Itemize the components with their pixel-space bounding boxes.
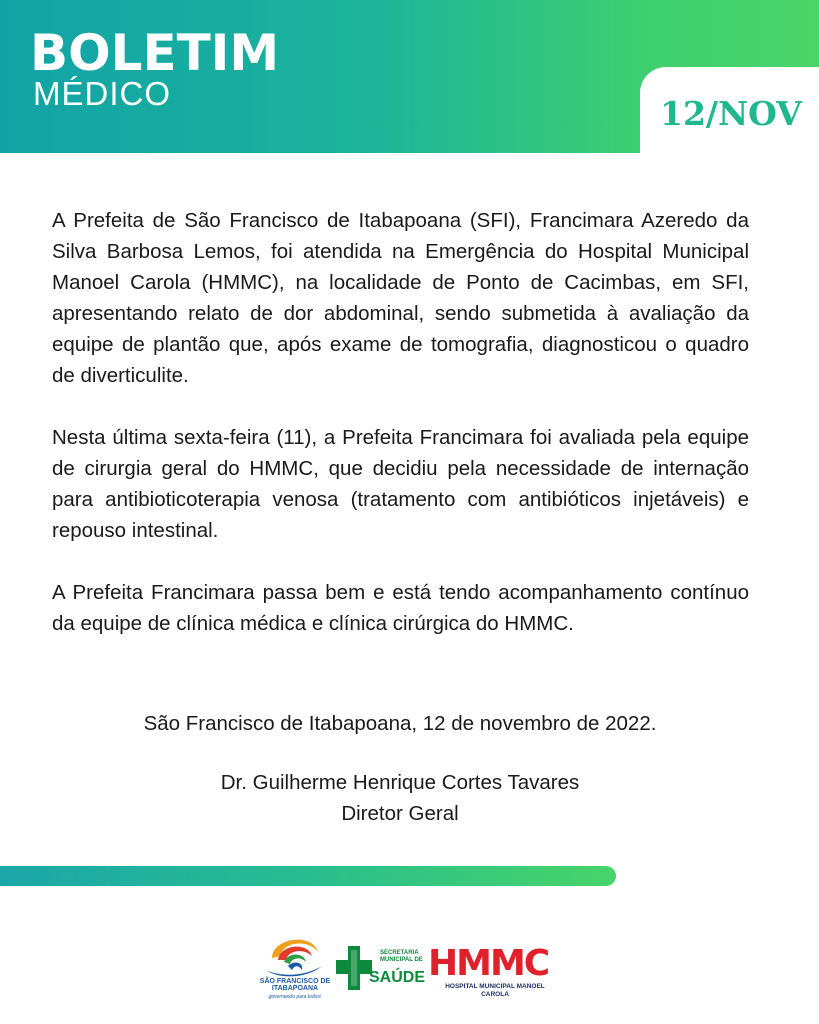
paragraph-1: A Prefeita de São Francisco de Itabapoana (SFI), Francimara Azeredo da Silva Barbosa Lemos, foi atendida na Emergência do Hospital Municipal Manoel Carola (HMMC), na localidade de Ponto de Cacimbas, em SFI, apresentando relato de dor abdominal, sendo submetida à avaliação da equipe de plantão que, após exame de tomografia, diagnosticou o quadro de diverticulite. [52,209,749,387]
footer-divider-bar [0,866,616,886]
signer-role: Diretor Geral [341,802,459,825]
hmmc-logo-subtext: HOSPITAL MUNICIPAL MANOEL CAROLA [445,983,545,998]
bulletin-date: 12/NOV [660,94,802,133]
paragraph-3: A Prefeita Francimara passa bem e está tendo acompanhamento contínuo da equipe de clínica médica e clínica cirúrgica do HMMC. [52,581,749,635]
bulletin-body [52,205,749,670]
signature-block [0,767,800,829]
footer-logos [0,930,819,1010]
secretaria-saude-title: SAÚDE [369,969,426,986]
place-date: São Francisco de Itabapoana, 12 de novembro de 2022. [143,712,657,735]
bulletin-title: BOLETIM [30,24,280,82]
paragraph-2: Nesta última sexta-feira (11), a Prefeita Francimara foi avaliada pela equipe de cirurgia geral do HMMC, que decidiu pela necessidade de internação para antibioticoterapia venosa (tratamento com antibióticos injetáveis) e repouso intestinal. [52,426,749,542]
bulletin-subtitle: MÉDICO [33,75,171,112]
secretaria-saude-label: SECRETARIA MUNICIPAL DE [380,950,423,963]
sao-francisco-logo-tagline: governando para todos! [268,994,322,1000]
sao-francisco-logo-text: SÃO FRANCISCO DE ITABAPOANA [259,978,331,992]
hmmc-logo: HMMC [428,943,549,984]
signer-name: Dr. Guilherme Henrique Cortes Tavares [220,771,580,794]
